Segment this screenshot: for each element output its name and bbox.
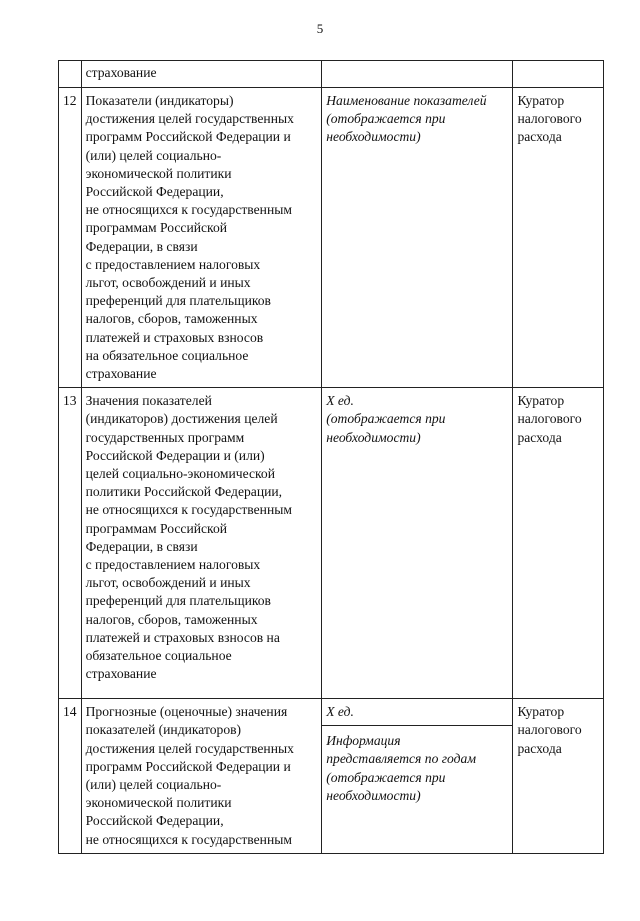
- table-row-12: [59, 88, 604, 388]
- row-name: страхование: [81, 61, 322, 88]
- row-value: Наименование показателей (отображается при необходимости): [322, 88, 513, 388]
- indicators-table: [58, 60, 604, 854]
- table-row-13: [59, 388, 604, 699]
- row-owner: Куратор налогового расхода: [513, 699, 604, 854]
- page-number: 5: [316, 21, 324, 36]
- row-owner: [513, 61, 604, 88]
- row-value-note: Информация представляется по годам (отображается при необходимости): [326, 733, 477, 803]
- row-value-unit: Х ед.: [322, 699, 512, 726]
- row-owner: Куратор налогового расхода: [513, 388, 604, 699]
- row-owner: Куратор налогового расхода: [513, 88, 604, 388]
- row-value: Х ед. (отображается при необходимости): [322, 388, 513, 699]
- row-number: [59, 61, 82, 88]
- row-name: Значения показателей (индикаторов) достижения целей государственных программ Российской Федерации и (или) целей социально-экономической политики Российской Федерации, не относящихся к государственным программам Российской Федерации, в связи с предоставлением налоговых льгот, освобождений и иных преференций для плательщиков налогов, сборов, таможенных платежей и страховых взносов на обязательное социальное страхование: [81, 388, 322, 699]
- row-value: [322, 61, 513, 88]
- row-number: 12: [59, 88, 82, 388]
- table-row-14: [59, 699, 604, 854]
- table-row-continuation: [59, 61, 604, 88]
- row-number: 14: [59, 699, 82, 854]
- row-name: Прогнозные (оценочные) значения показателей (индикаторов) достижения целей государственных программ Российской Федерации и (или) целей социально- экономической политики Российской Федерации, не относящихся к государственным: [81, 699, 322, 854]
- row-number: 13: [59, 388, 82, 699]
- row-name: Показатели (индикаторы) достижения целей государственных программ Российской Федерации и (или) целей социально- экономической политики Российской Федерации, не относящихся к государственным программам Российской Федерации, в связи с предоставлением налоговых льгот, освобождений и иных преференций для плательщиков налогов, сборов, таможенных платежей и страховых взносов на обязательное социальное страхование: [81, 88, 322, 388]
- row-value-split: [322, 699, 513, 854]
